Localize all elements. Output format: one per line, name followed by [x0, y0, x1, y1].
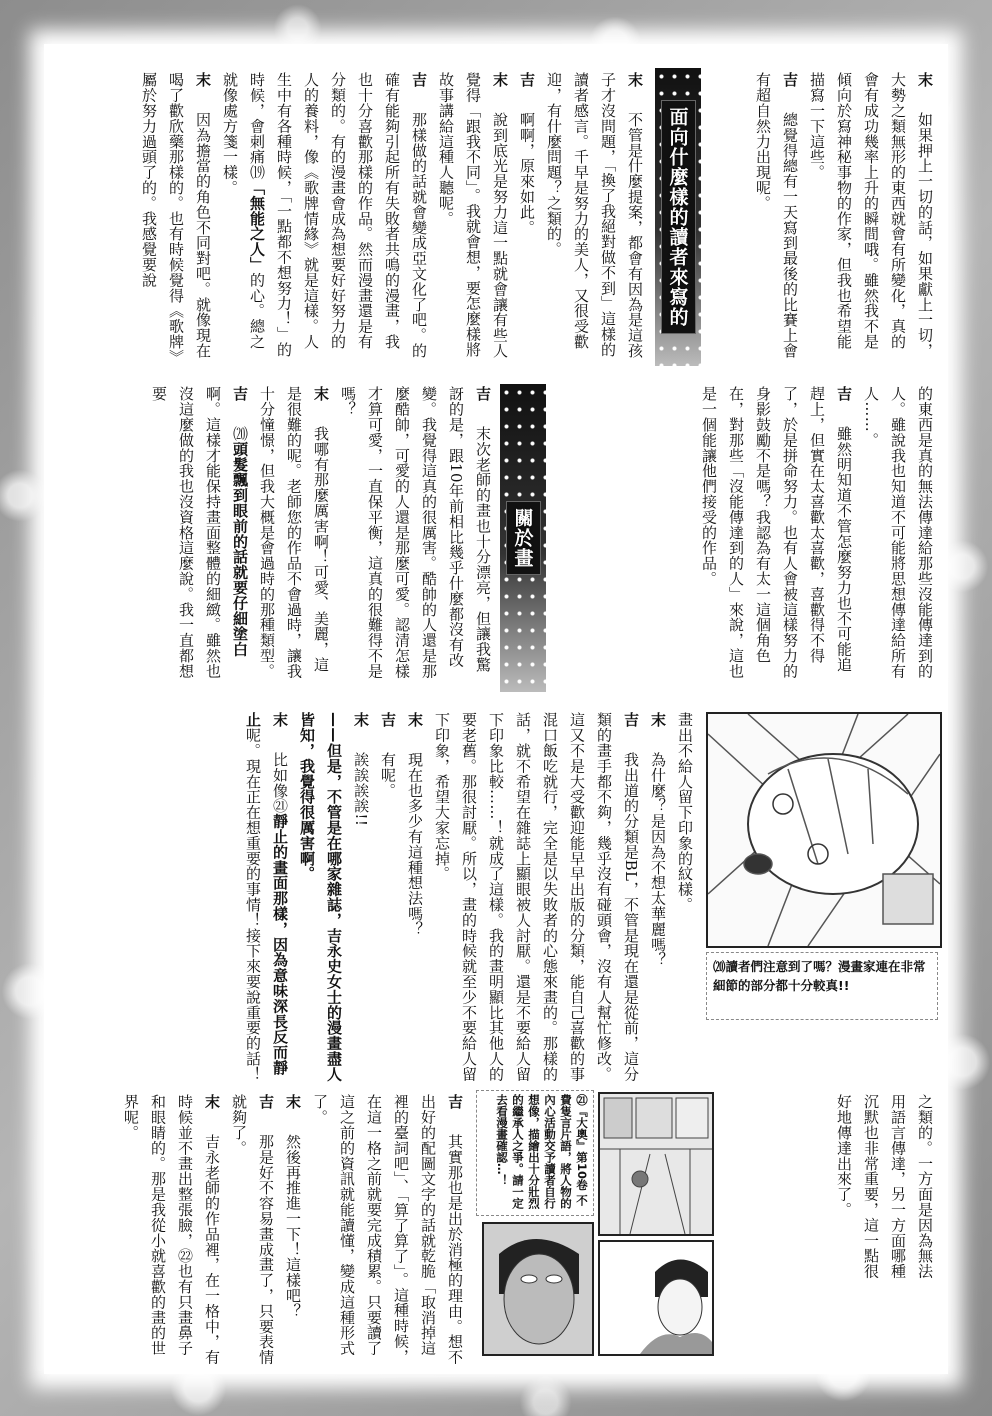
dialogue-paragraph [644, 712, 671, 1084]
dialogue-paragraph [428, 712, 644, 1084]
dialogue-text: 總覺得總有一天寫到最後的比賽上會有超自然力出現呢。 [754, 72, 799, 359]
dialogue-paragraph [253, 386, 334, 686]
dialogue-text: 有呢。 [379, 751, 397, 799]
speaker-label: 吉 [231, 386, 249, 402]
dialogue-text: 我出道的分類是BL，不管是現在還是從前，這分類的畫手都不夠，幾乎沒有碰頭會，沒有人幫忙修改。這又不是大受歡迎能早早出版的分類，能自己喜歡的事混口飯吃就行，完全是以失敗者的心態來畫的。那樣的話，就不希望在雜誌上顯眼被人討厭。還是不要給人留下印象比較……！就成了這樣。我的畫明顯比其他人的要老舊。那很討厭。所以，畫的時候就至少不要給人留下印象，希望大家忘掉。 [433, 712, 640, 1082]
speaker-label: 末 [626, 72, 644, 88]
dialogue-paragraph [347, 712, 374, 1084]
dialogue-text: 如果押上一切的話，如果獻上一切，大勢之類無形的東西就會有所變化，真的會有成功幾率上升的瞬間哦。雖然我不是傾向於寫神秘事物的作家，但我也希望能描寫一下這些。 [808, 72, 934, 359]
dialogue-text: 畫出不給人留下印象的紋樣。 [676, 712, 694, 913]
dialogue-text: 然後再推進一下！這樣吧？ [284, 1133, 302, 1319]
section-heading-drawing [500, 384, 546, 692]
dialogue-paragraph [803, 72, 938, 364]
dialogue-text: 雖然明知道不管怎麼努力也不可能追趕上，但實在太喜歡太喜歡，喜歡得不得了，於是拼命努力。也有人會被這樣努力的身影鼓勵不是嗎？我認為有太一這個角色在，對那些「沒能傳達到的人」來說，這也是一個能讓他們接受的作品。 [700, 386, 853, 679]
manga-illustration [708, 714, 940, 946]
emphasized-text: ——但是，不管是在哪家雜誌，吉永史女士的漫畫盡人皆知，我覺得很厲害啊。 [298, 712, 343, 1082]
text-block-7 [92, 1094, 468, 1366]
dialogue-paragraph [334, 386, 496, 686]
speaker-label: 吉 [379, 712, 397, 728]
dialogue-paragraph [432, 72, 513, 364]
text-block-4 [92, 386, 496, 686]
dialogue-paragraph [857, 386, 938, 686]
dialogue-paragraph [540, 72, 648, 364]
dialogue-paragraph [293, 712, 347, 1084]
manga-panel-man [482, 1222, 594, 1356]
text-block-5 [92, 712, 698, 1084]
dialogue-paragraph [225, 1094, 279, 1366]
caption-20: ⒇讀者們注意到了嗎？漫畫家連在非常細節的部分都十分較真!! [706, 952, 938, 1020]
speaker-label: 末 [916, 72, 934, 88]
speaker-label: 吉 [257, 1094, 275, 1110]
dialogue-paragraph [279, 1094, 306, 1366]
dialogue-text: 因為擔當的角色不同對吧。就像現在喝了歡欣藥那樣的。也有時候覺得《歌牌》屬於努力過頭了的。我感覺要說 [140, 72, 212, 359]
speaker-label: 吉 [518, 72, 536, 88]
emphasized-text: 頭髮飄到眼前的話就要仔細塗白 [231, 441, 249, 657]
speaker-label: 吉 [781, 72, 799, 88]
speaker-label: 吉 [622, 712, 640, 728]
speaker-label: 吉 [446, 1094, 464, 1110]
dialogue-paragraph [145, 386, 253, 686]
dialogue-paragraph [117, 1094, 225, 1366]
dialogue-text: 為什麼？是因為不想太華麗嗎？ [649, 751, 667, 968]
dialogue-paragraph [216, 72, 432, 364]
text-block-1 [700, 72, 938, 364]
dialogue-text: 不管是什麼提案，都會有因為是這孩子才沒問題，「換了我絕對做不到」這樣的讀者感言。千早是努力的美人，又很受歡迎，有什麼問題？之類的。 [545, 72, 644, 359]
section-heading-text: 面向什麼樣的讀者來寫的 [661, 100, 696, 334]
dialogue-text: 啊啊，原來如此。 [518, 111, 536, 236]
dialogue-paragraph [401, 712, 428, 1084]
dialogue-text: 呢。現在正在想重要的事情！接下來要說重要的話！ [244, 727, 262, 1082]
caption-21: ㉑『大奧』第10卷 不費隻言片語，將人物的內心活動交予讀者自行想像，描繪出十分壯烈的繼承人之爭。請一定去看漫畫確認…！ [476, 1090, 594, 1216]
text-block-6 [722, 1094, 938, 1290]
speaker-label: 末 [312, 386, 330, 402]
dialogue-text: 末次老師的畫也十分漂亮，但讓我驚訝的是，跟10年前相比幾乎什麼都沒有改變。我覺得這真的很厲害。酷帥的人還是那麼酷帥，可愛的人還是那麼可愛。認清怎樣才算可愛，一直保平衡，這真的很難得不是嗎？ [339, 386, 492, 679]
manga-illustration [484, 1224, 592, 1354]
emphasized-text: 靜止的畫面那樣，因為意味深長反而靜止 [244, 712, 289, 1076]
dialogue-text: 其實那也是出於消極的理由。想不出好的配圖文字的話就乾脆「取消掉這裡的臺詞吧」、「算了算了」。這種時候，在這一格之前就要完成積累。只要讀了這之前的資訊就能讀懂，變成這種形式了。 [311, 1094, 464, 1365]
section-heading-readers [655, 68, 701, 366]
dialogue-paragraph [671, 712, 698, 1084]
manga-panel-girl [706, 712, 942, 948]
speaker-label: 末 [194, 72, 212, 88]
speaker-label: 末 [406, 712, 424, 728]
dialogue-paragraph [239, 712, 293, 1084]
section-heading-text: 關於畫 [506, 501, 541, 575]
dialogue-text: 比如像㉑ [271, 751, 289, 814]
manga-panel-woman [598, 1240, 714, 1356]
speaker-label: 末 [271, 712, 289, 728]
manga-illustration [600, 1094, 712, 1234]
dialogue-text: 我哪有那麼厲害啊！可愛、美麗，這是很難的呢。老師您的作品不會過時，讓我十分憧憬，但我大概是會過時的那種類型。 [258, 386, 330, 679]
dialogue-paragraph [135, 72, 216, 364]
dialogue-text: 吉永老師的作品裡，在一格中，有時候並不畫出整張臉，㉒也有只畫鼻子和眼睛的。那是我從小就喜歡的畫的世界呢。 [122, 1094, 221, 1365]
text-block-3 [552, 386, 938, 686]
speaker-label: 吉 [474, 386, 492, 402]
text-block-2 [92, 72, 648, 364]
manga-panel-corridor [598, 1092, 714, 1236]
dialogue-paragraph [695, 386, 857, 686]
speaker-label: 末 [203, 1094, 221, 1110]
dialogue-paragraph [513, 72, 540, 364]
dialogue-text: 那是好不容易畫成畫了，只要表情就夠了。 [230, 1094, 275, 1365]
speaker-label: 末 [491, 72, 509, 88]
speaker-label: 吉 [410, 72, 428, 88]
speaker-label: 末 [284, 1094, 302, 1110]
dialogue-paragraph [374, 712, 401, 1084]
speaker-label: 末 [352, 712, 370, 728]
dialogue-text: 現在也多少有這種想法嗎？ [406, 751, 424, 937]
dialogue-text: 之類的。一方面是因為無法用語言傳達，另一方面哪種沉默也非常重要，這一點很好地傳達出來了。 [835, 1094, 934, 1279]
speaker-label: 末 [649, 712, 667, 728]
dialogue-text: 啊。這樣才能保持畫面整體的細緻。雖然也沒這麼做的我也沒資格這麼說。我一直都想要 [150, 386, 222, 679]
speaker-label: 吉 [835, 386, 853, 402]
dialogue-text: 那樣做的話就會變成亞文化了吧。的確有能夠引起所有失敗者共鳴的漫畫，我也十分喜歡那樣的作品。然而漫畫還是有分類的。有的漫畫會成為想要好好努力的人的養料，像《歌牌情緣》就是這樣。人生中有各種時候，「一點都不想努力！」的時候，會刺痛⒆ [248, 72, 428, 359]
dialogue-text: 的東西是真的無法傳達給那些沒能傳達到的人。雖說我也知道不可能將思想傳達給所有人……。 [862, 386, 934, 679]
emphasized-text: 「無能之人」 [248, 179, 266, 273]
dialogue-paragraph [306, 1094, 468, 1366]
dialogue-text: 說到底光是努力這一點就會讓有些人覺得「跟我不同」。我就會想，要怎麼樣將故事講給這種人聽呢。 [437, 72, 509, 359]
manga-illustration [600, 1242, 712, 1354]
dialogue-paragraph [830, 1094, 938, 1290]
dialogue-text: ⒇ [231, 425, 249, 442]
dialogue-text: 的心。總之就像處方箋一樣。 [221, 72, 266, 350]
dialogue-paragraph [749, 72, 803, 364]
dialogue-text: 誒誒誒誒!! [352, 751, 370, 827]
